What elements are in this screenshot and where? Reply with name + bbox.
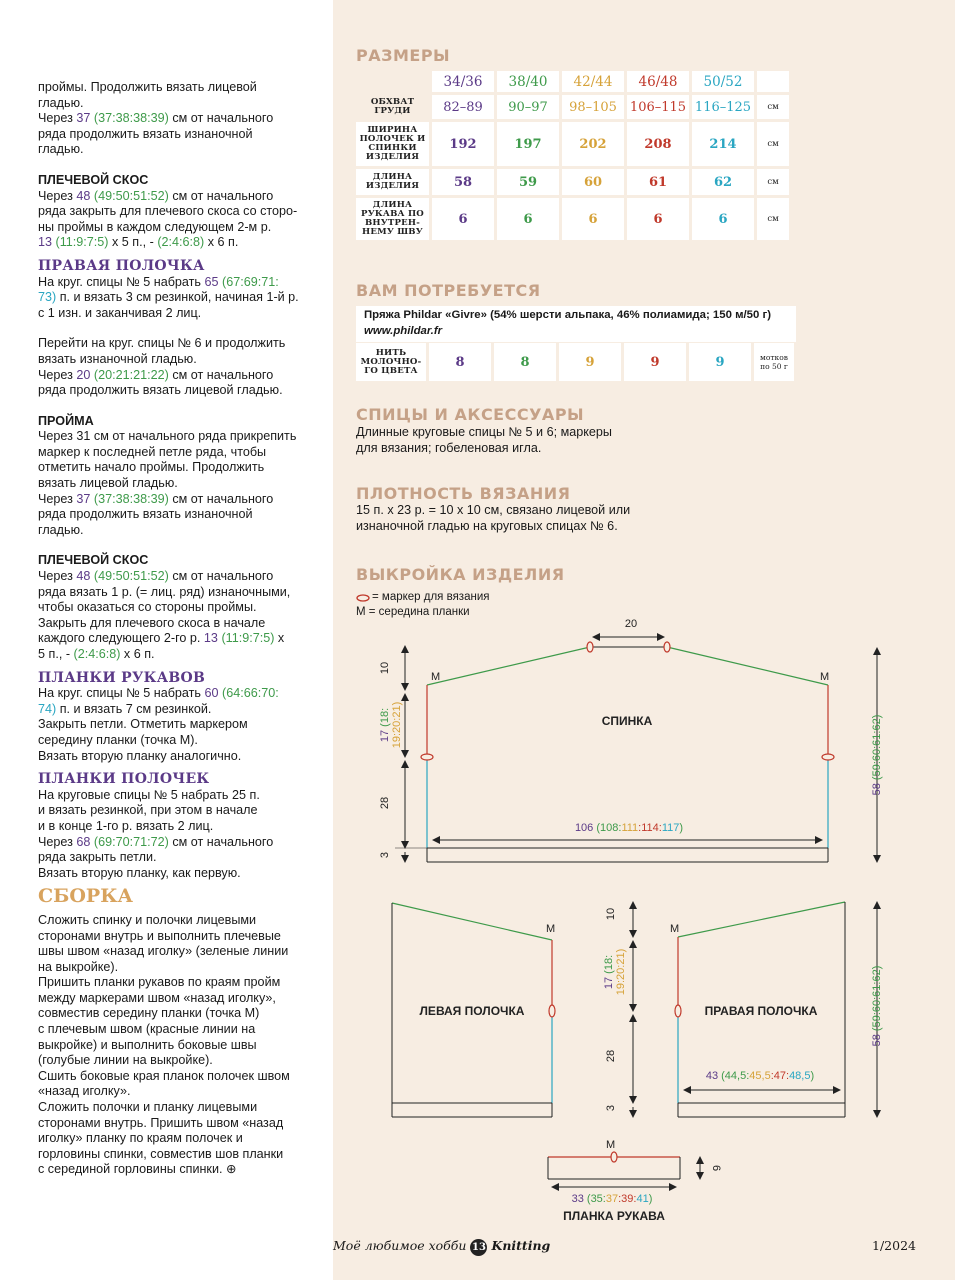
- row-label: ОБХВАТ ГРУДИ: [370, 97, 415, 116]
- dim-label: 10: [379, 661, 391, 675]
- needles-text: Длинные круговые спицы № 5 и 6; маркеры для вязания; гобеленовая игла.: [356, 425, 612, 455]
- text-line: с серединой горловины спинки. ⊕: [38, 1162, 237, 1177]
- text-line: гладью.: [38, 95, 84, 110]
- text-line: Вязать вторую планку аналогично.: [38, 748, 242, 763]
- footer-issue: 1/2024: [872, 1238, 916, 1253]
- text-line: 74) п. и вязать 7 см резинкой.: [38, 701, 212, 716]
- text-line: «назад иголку».: [38, 1084, 131, 1099]
- table-cell: 6: [627, 198, 689, 240]
- table-cell: 9: [689, 343, 751, 381]
- dim-label: 17 (18:: [379, 707, 391, 743]
- size-header: 42/44: [562, 71, 624, 92]
- unit-cell: см: [757, 169, 789, 195]
- table-cell: 192: [432, 122, 494, 166]
- text-line: ряда продолжить вязать лицевой гладью.: [38, 383, 283, 398]
- text-line: вязать лицевой гладью.: [38, 476, 178, 491]
- dim-label: 33 (35:37:39:41): [571, 1193, 653, 1205]
- row-label: ДЛИНА РУКАВА ПО ВНУТРЕН- НЕМУ ШВУ: [356, 198, 429, 240]
- table-cell: 58: [432, 169, 494, 195]
- marker-icon: [587, 642, 593, 652]
- text-line: вязать изнаночной гладью.: [38, 351, 197, 366]
- dim-label: 3: [379, 851, 391, 859]
- table-cell: 197: [497, 122, 559, 166]
- text-line: гладью.: [38, 142, 84, 157]
- text-line: ряда продолжить вязать изнаночной: [38, 507, 253, 522]
- text-line: ряда продолжить вязать изнаночной: [38, 126, 253, 141]
- text-line: с плечевым швом (красные линии на: [38, 1022, 256, 1037]
- page-number: 13: [470, 1239, 487, 1256]
- needles-title: СПИЦЫ И АКСЕССУАРЫ: [356, 405, 585, 424]
- table-cell: 9: [624, 343, 686, 381]
- text-line: Через 20 (20:21:21:22) см от начального: [38, 367, 274, 382]
- text-line: Через 37 (37:38:38:39) см от начального: [38, 491, 274, 506]
- unit-cell: см: [757, 95, 789, 119]
- unit-cell: см: [757, 198, 789, 240]
- text-line: с 1 изн. и заканчивая 2 лиц.: [38, 305, 202, 320]
- dim-label: 19:20:21): [615, 948, 627, 996]
- text-line: Через 31 см от начального ряда прикрепить: [38, 429, 297, 444]
- dim-label: 10: [605, 907, 617, 921]
- text-line: Через 37 (37:38:38:39) см от начального: [38, 111, 274, 126]
- m-label: M: [670, 923, 680, 935]
- sleeve-band-label: ПЛАНКА РУКАВА: [563, 1209, 665, 1223]
- dim-label: 43 (44,5:45,5:47:48,5): [705, 1070, 815, 1082]
- marker-icon: [822, 754, 834, 760]
- marker-icon: [675, 1005, 681, 1017]
- dim-label: 20: [624, 618, 638, 630]
- back-label: СПИНКА: [601, 714, 653, 728]
- table-cell: 82–89: [432, 95, 494, 119]
- dim-label: 6: [710, 1164, 722, 1172]
- section-heading: ПЛЕЧЕВОЙ СКОС: [38, 172, 149, 187]
- text-line: сторонами внутрь и выполнить плечевые: [38, 928, 281, 943]
- text-line: Через 48 (49:50:51:52) см от начального: [38, 569, 274, 584]
- right-front-piece: [603, 902, 883, 1117]
- legend-marker: = маркер для вязания: [372, 591, 490, 603]
- size-header: 50/52: [692, 71, 754, 92]
- text-line: ряда закрыть для плечевого скоса со сторо-: [38, 204, 298, 219]
- section-heading: ПЛАНКИ РУКАВОВ: [38, 669, 206, 686]
- table-cell: 6: [432, 198, 494, 240]
- dim-label: 3: [605, 1104, 617, 1112]
- text-line: горловины спинки, совместив шов планки: [38, 1146, 284, 1161]
- table-cell: 6: [562, 198, 624, 240]
- text-line: 5 п., - (2:4:6:8) х 6 п.: [38, 647, 155, 661]
- text-line: Перейти на круг. спицы № 6 и продолжить: [38, 336, 286, 351]
- row-label: ДЛИНА ИЗДЕЛИЯ: [356, 169, 429, 195]
- text-line: иголку» планку по краям полочек и: [38, 1131, 243, 1146]
- left-front-piece: [392, 903, 555, 1117]
- table-cell: 9: [559, 343, 621, 381]
- marker-icon: [421, 754, 433, 760]
- marker-icon: [549, 1005, 555, 1017]
- text-line: На круг. спицы № 5 набрать 65 (67:69:71:: [38, 274, 279, 289]
- table-cell: 8: [494, 343, 556, 381]
- dim-label: 58 (59:60:61:62): [871, 965, 883, 1047]
- marker-icon: [611, 1152, 617, 1162]
- row-label: НИТЬ МОЛОЧНО- ГО ЦВЕТА: [356, 343, 426, 381]
- back-piece: [379, 618, 883, 862]
- dim-label: 106 (108:111:114:117): [574, 822, 684, 834]
- m-label: M: [546, 923, 556, 935]
- left-front-label: ЛЕВАЯ ПОЛОЧКА: [419, 1004, 525, 1018]
- right-front-label: ПРАВАЯ ПОЛОЧКА: [704, 1004, 818, 1018]
- dim-label: 58 (59:60:61:62): [871, 714, 883, 796]
- m-label: M: [431, 671, 441, 683]
- footer-magazine: Моё любимое хобби 13 Knitting: [333, 1238, 550, 1256]
- text-line: сторонами внутрь. Пришить швом «назад: [38, 1115, 284, 1130]
- table-cell: 61: [627, 169, 689, 195]
- yarn-url: www.phildar.fr: [364, 325, 443, 337]
- m-label: M: [820, 671, 830, 683]
- section-heading: ПЛЕЧЕВОЙ СКОС: [38, 553, 149, 568]
- size-header: 34/36: [432, 71, 494, 92]
- table-cell: 208: [627, 122, 689, 166]
- dim-label: 28: [605, 1049, 617, 1063]
- table-cell: 202: [562, 122, 624, 166]
- text-line: проймы. Продолжить вязать лицевой: [38, 80, 257, 94]
- section-heading: ПРОЙМА: [38, 413, 94, 428]
- section-heading: ПРАВАЯ ПОЛОЧКА: [38, 257, 205, 274]
- materials-title: ВАМ ПОТРЕБУЕТСЯ: [356, 281, 541, 300]
- sizes-title: РАЗМЕРЫ: [356, 46, 451, 65]
- table-cell: 59: [497, 169, 559, 195]
- size-header: 38/40: [497, 71, 559, 92]
- text-line: на выкройке).: [38, 959, 119, 974]
- text-line: между маркерами швом «назад иголку»,: [38, 990, 276, 1005]
- table-cell: 6: [497, 198, 559, 240]
- text-line: (голубые линии на выкройке).: [38, 1053, 213, 1068]
- table-cell: 8: [429, 343, 491, 381]
- text-line: Сложить спинку и полочки лицевыми: [38, 912, 257, 927]
- unit-cell: мотков по 50 г: [754, 343, 794, 381]
- text-line: На круговые спицы № 5 набрать 25 п.: [38, 787, 260, 802]
- table-cell: 214: [692, 122, 754, 166]
- text-line: маркер к последней петле ряда, чтобы: [38, 444, 267, 459]
- text-line: Закрыть для плечевого скоса в начале: [38, 615, 266, 630]
- table-cell: 62: [692, 169, 754, 195]
- text-line: Через 68 (69:70:71:72) см от начального: [38, 834, 274, 849]
- dim-label: 28: [379, 796, 391, 810]
- table-cell: 98–105: [562, 95, 624, 119]
- section-heading: ПЛАНКИ ПОЛОЧЕК: [38, 771, 210, 788]
- gauge-title: ПЛОТНОСТЬ ВЯЗАНИЯ: [356, 484, 571, 503]
- unit-cell: см: [757, 122, 789, 166]
- end-mark-icon: ⊕: [225, 1162, 237, 1177]
- text-line: На круг. спицы № 5 набрать 60 (64:66:70:: [38, 686, 279, 701]
- table-cell: 90–97: [497, 95, 559, 119]
- text-line: ряда вязать 1 р. (= лиц. ряд) изнаночными,: [38, 584, 291, 599]
- text-line: середину планки (точка М).: [38, 732, 198, 747]
- text-line: гладью.: [38, 522, 84, 537]
- table-cell: 116–125: [692, 95, 754, 119]
- marker-icon: [664, 642, 670, 652]
- yarn-description: Пряжа Phildar «Givre» (54% шерсти альпака, 46% полиамида; 150 м/50 г): [364, 309, 772, 321]
- table-cell: 6: [692, 198, 754, 240]
- sleeve-band-piece: [548, 1139, 722, 1223]
- section-heading: СБОРКА: [38, 885, 133, 908]
- m-label: M: [606, 1139, 616, 1151]
- text-line: Вязать вторую планку, как первую.: [38, 865, 241, 880]
- text-line: совместив середину планки (точка М): [38, 1006, 260, 1021]
- marker-icon: [357, 595, 369, 601]
- dim-label: 19:20:21): [391, 701, 403, 749]
- legend-m: М = середина планки: [356, 606, 470, 618]
- text-line: швы швом «назад иголку» (зеленые линии: [38, 944, 289, 959]
- text-line: 73) п. и вязать 3 см резинкой, начиная 1-й р.: [38, 290, 299, 305]
- table-cell: 106–115: [627, 95, 689, 119]
- table-cell: 60: [562, 169, 624, 195]
- gauge-text: 15 п. х 23 р. = 10 х 10 см, связано лицевой или изнаночной гладью на круговых спицах № 6.: [356, 503, 631, 533]
- dim-label: 17 (18:: [603, 954, 615, 990]
- text-line: ны проймы в каждом следующем 2-м р.: [38, 219, 272, 234]
- text-line: отметить начало проймы. Продолжить: [38, 460, 265, 475]
- text-line: Пришить планки рукавов по краям пройм: [38, 975, 281, 990]
- text-line: Через 48 (49:50:51:52) см от начального: [38, 188, 274, 203]
- text-line: ряда закрыть петли.: [38, 850, 157, 865]
- row-label: ШИРИНА ПОЛОЧЕК И СПИНКИ ИЗДЕЛИЯ: [356, 122, 429, 166]
- text-line: 13 (11:9:7:5) х 5 п., - (2:4:6:8) х 6 п.: [38, 235, 239, 250]
- text-line: Закрыть петли. Отметить маркером: [38, 717, 248, 732]
- text-line: чтобы оказаться со стороны проймы.: [38, 600, 257, 615]
- text-line: каждого следующего 2-го р. 13 (11:9:7:5) х: [38, 631, 285, 646]
- pattern-title: ВЫКРОЙКА ИЗДЕЛИЯ: [356, 565, 565, 584]
- text-line: Сшить боковые края планок полочек швом: [38, 1068, 290, 1083]
- text-line: и вязать резинкой, при этом в начале: [38, 803, 258, 818]
- size-header: 46/48: [627, 71, 689, 92]
- text-line: Сложить полочки и планку лицевыми: [38, 1100, 258, 1115]
- text-line: и в конце 1-го р. вязать 2 лиц.: [38, 818, 214, 833]
- text-line: выкройке) и выполнить боковые швы: [38, 1037, 257, 1052]
